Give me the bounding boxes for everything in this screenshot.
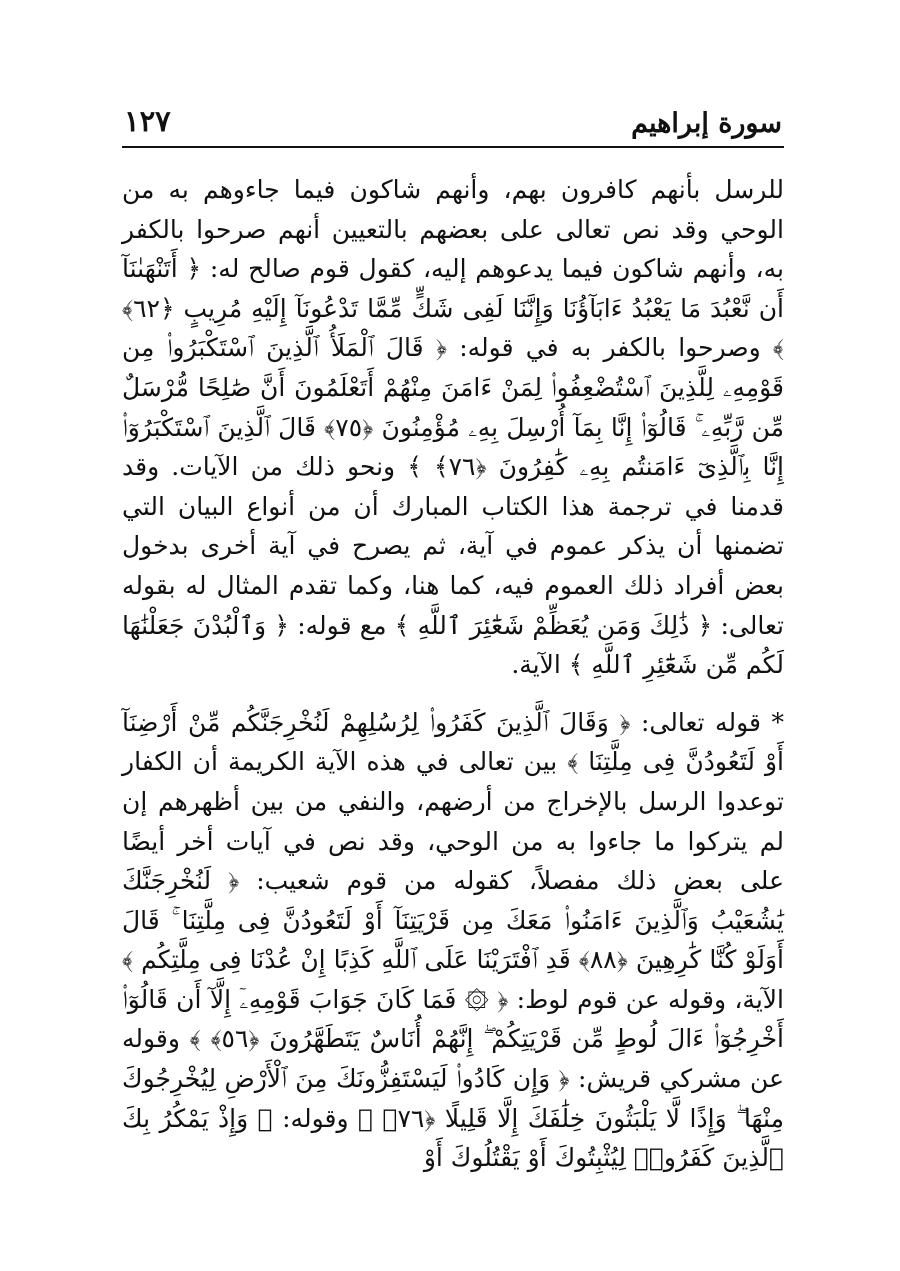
page-body	[122, 170, 784, 1178]
commentary-paragraph	[122, 170, 784, 685]
commentary-paragraph	[122, 703, 784, 1178]
book-page	[122, 100, 784, 1178]
page-number: ١٢٧	[124, 104, 171, 138]
paragraph-text: * قوله تعالى: ﴿ وَقَالَ ٱلَّذِينَ كَفَرُوا۟ لِرُسُلِهِمْ لَنُخْرِجَنَّكُم مِّنْ أَرْضِنَآ أَوْ لَتَعُودُنَّ فِى مِلَّتِنَا ﴾ بين تعالى في هذه الآية الكريمة أن الكفار توعدوا الرسل بالإخراج من أرضهم، والنفي من بين أظهرهم إن لم يتركوا ما جاءوا به من الوحي، وقد نص في آيات أخر أيضًا على بعض ذلك مفصلاً، كقوله من قوم شعيب: ﴿ لَنُخْرِجَنَّكَ يَٰشُعَيْبُ وَٱلَّذِينَ ءَامَنُوا۟ مَعَكَ مِن قَرْيَتِنَآ أَوْ لَتَعُودُنَّ فِى مِلَّتِنَا ۚ قَالَ أَوَلَوْ كُنَّا كَٰرِهِينَ ﴿٨٨﴾ قَدِ ٱفْتَرَيْنَا عَلَى ٱللَّهِ كَذِبًا إِنْ عُدْنَا فِى مِلَّتِكُم ﴾ الآية، وقوله عن قوم لوط: ﴿ ۞ فَمَا كَانَ جَوَابَ قَوْمِهِۦٓ إِلَّآ أَن قَالُوٓا۟ أَخْرِجُوٓا۟ ءَالَ لُوطٍ مِّن قَرْيَتِكُمْ ۖ إِنَّهُمْ أُنَاسٌ يَتَطَهَّرُونَ ﴿٥٦﴾ ﴾ وقوله عن مشركي قريش: ﴿ وَإِن كَادُوا۟ لَيَسْتَفِزُّونَكَ مِنَ ٱلْأَرْضِ لِيُخْرِجُوكَ مِنْهَا ۖ وَإِذًا لَّا يَلْبَثُونَ خِلَٰفَكَ إِلَّا قَلِيلًا ﴿٧٦﴾ ﴾ وقوله: ﴿ وَإِذْ يَمْكُرُ بِكَ ٱلَّذِينَ كَفَرُوا۟ لِيُثْبِتُوكَ أَوْ يَقْتُلُوكَ أَوْ	[122, 707, 785, 1173]
page-header	[122, 100, 784, 148]
paragraph-text: للرسل بأنهم كافرون بهم، وأنهم شاكون فيما جاءوهم به من الوحي وقد نص تعالى على بعضهم بالتعيين أنهم صرحوا بالكفر به، وأنهم شاكون فيما يدعوهم إليه، كقول قوم صالح له: ﴿ أَتَنْهَىٰنَآ أَن نَّعْبُدَ مَا يَعْبُدُ ءَابَآؤُنَا وَإِنَّنَا لَفِى شَكٍّ مِّمَّا تَدْعُونَآ إِلَيْهِ مُرِيبٍ ﴿٦٢﴾ ﴾ وصرحوا بالكفر به في قوله: ﴿ قَالَ ٱلْمَلَأُ ٱلَّذِينَ ٱسْتَكْبَرُوا۟ مِن قَوْمِهِۦ لِلَّذِينَ ٱسْتُضْعِفُوا۟ لِمَنْ ءَامَنَ مِنْهُمْ أَتَعْلَمُونَ أَنَّ صَٰلِحًا مُّرْسَلٌ مِّن رَّبِّهِۦ ۚ قَالُوٓا۟ إِنَّا بِمَآ أُرْسِلَ بِهِۦ مُؤْمِنُونَ ﴿٧٥﴾ قَالَ ٱلَّذِينَ ٱسْتَكْبَرُوٓا۟ إِنَّا بِٱلَّذِىٓ ءَامَنتُم بِهِۦ كَٰفِرُونَ ﴿٧٦﴾ ﴾ ونحو ذلك من الآيات. وقد قدمنا في ترجمة هذا الكتاب المبارك أن من أنواع البيان التي تضمنها أن يذكر عموم في آية، ثم يصرح في آية أخرى بدخول بعض أفراد ذلك العموم فيه، كما هنا، وكما تقدم المثال له بقوله تعالى: ﴿ ذَٰلِكَ وَمَن يُعَظِّمْ شَعَٰٓئِرَ ٱللَّهِ ﴾ مع قوله: ﴿ وَٱلْبُدْنَ جَعَلْنَٰهَا لَكُم مِّن شَعَٰٓئِرِ ٱللَّهِ ﴾ الآية.	[122, 175, 785, 680]
surah-title: سورة إبراهيم	[631, 108, 782, 139]
